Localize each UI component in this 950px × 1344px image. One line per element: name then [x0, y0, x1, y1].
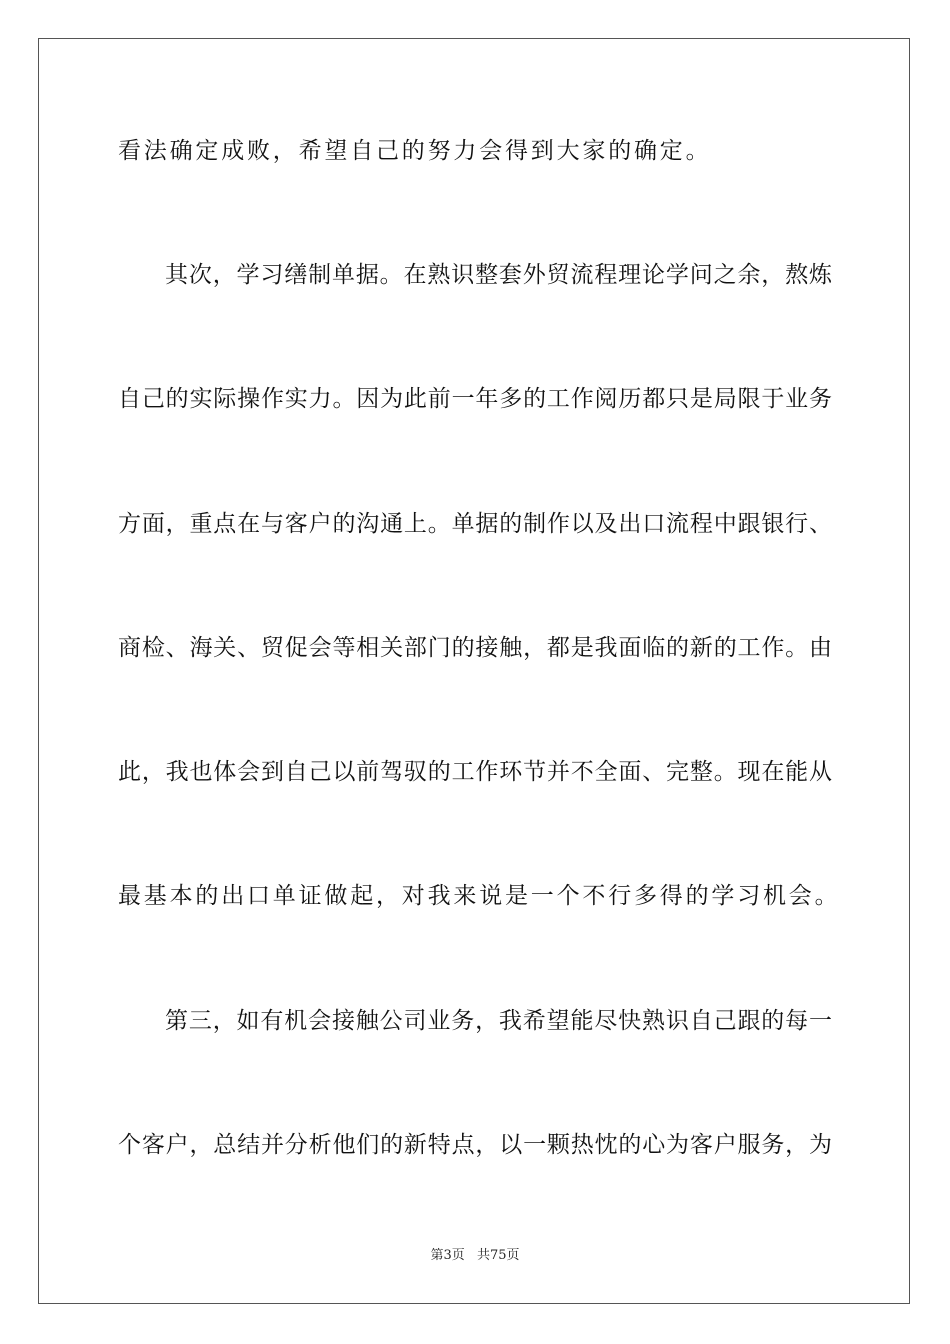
page-footer	[0, 1247, 950, 1265]
paragraph-line: 其次，学习缮制单据。在熟识整套外贸流程理论学问之余，熬炼	[165, 262, 832, 288]
paragraph-line: 第三，如有机会接触公司业务，我希望能尽快熟识自己跟的每一	[165, 1008, 832, 1034]
paragraph-line: 方面，重点在与客户的沟通上。单据的制作以及出口流程中跟银行、	[118, 511, 832, 537]
paragraph-line: 商检、海关、贸促会等相关部门的接触，都是我面临的新的工作。由	[118, 635, 832, 661]
paragraph-line: 看法确定成败，希望自己的努力会得到大家的确定。	[118, 138, 712, 164]
paragraph-line: 个客户，总结并分析他们的新特点，以一颗热忱的心为客户服务，为	[118, 1132, 832, 1158]
paragraph-line: 自己的实际操作实力。因为此前一年多的工作阅历都只是局限于业务	[118, 386, 832, 412]
page-total: 共75页	[476, 1248, 520, 1263]
paragraph-line: 此，我也体会到自己以前驾驭的工作环节并不全面、完整。现在能从	[118, 759, 832, 785]
page-number: 第3页	[430, 1248, 465, 1263]
paragraph-line: 最基本的出口单证做起，对我来说是一个不行多得的学习机会。	[118, 883, 841, 909]
page-border	[38, 38, 910, 1304]
